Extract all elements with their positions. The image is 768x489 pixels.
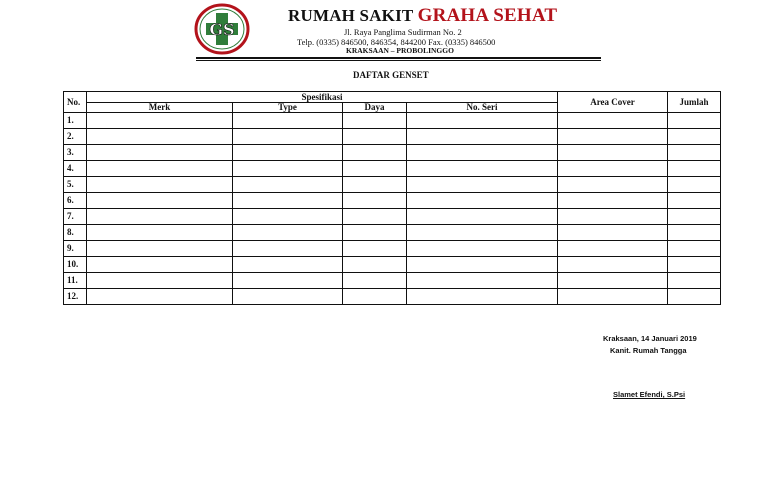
cell-no-seri[interactable] [407,257,558,273]
cell-jumlah[interactable] [668,241,721,257]
cell-merk[interactable] [87,225,233,241]
cell-area-cover[interactable] [558,145,668,161]
table-row [64,257,721,273]
header-area-cover: Area Cover [558,92,668,113]
cell-area-cover[interactable] [558,193,668,209]
cell-area-cover[interactable] [558,289,668,305]
cell-no-seri[interactable] [407,113,558,129]
table-row [64,225,721,241]
row-number: 6. [64,193,87,209]
cell-jumlah[interactable] [668,145,721,161]
row-number: 1. [64,113,87,129]
header-no-seri: No. Seri [407,103,558,113]
cell-jumlah[interactable] [668,225,721,241]
cell-type[interactable] [233,193,343,209]
table-row [64,241,721,257]
header-daya: Daya [343,103,407,113]
cell-type[interactable] [233,113,343,129]
cell-jumlah[interactable] [668,289,721,305]
header-no: No. [64,92,87,113]
row-number: 7. [64,209,87,225]
cell-area-cover[interactable] [558,273,668,289]
cell-type[interactable] [233,145,343,161]
cell-merk[interactable] [87,209,233,225]
cell-daya[interactable] [343,161,407,177]
cell-merk[interactable] [87,257,233,273]
cell-no-seri[interactable] [407,193,558,209]
header-spesifikasi: Spesifikasi [87,92,558,103]
table-row [64,113,721,129]
cell-merk[interactable] [87,177,233,193]
cell-no-seri[interactable] [407,209,558,225]
cell-area-cover[interactable] [558,209,668,225]
logo-letters: GS [209,20,235,39]
cell-jumlah[interactable] [668,193,721,209]
cell-no-seri[interactable] [407,289,558,305]
table-row [64,161,721,177]
cell-no-seri[interactable] [407,145,558,161]
cell-merk[interactable] [87,113,233,129]
cell-type[interactable] [233,161,343,177]
cell-no-seri[interactable] [407,161,558,177]
cell-type[interactable] [233,273,343,289]
cell-merk[interactable] [87,129,233,145]
cell-jumlah[interactable] [668,161,721,177]
cell-type[interactable] [233,129,343,145]
cell-area-cover[interactable] [558,161,668,177]
cell-merk[interactable] [87,241,233,257]
cell-area-cover[interactable] [558,225,668,241]
table-row [64,129,721,145]
signature-name: Slamet Efendi, S.Psi [613,390,686,399]
cell-no-seri[interactable] [407,225,558,241]
hospital-phone: Telp. (0335) 846500, 846354, 844200 Fax. (0335) 846500 [297,37,496,47]
cell-daya[interactable] [343,289,407,305]
table-row [64,289,721,305]
signature-place-date: Kraksaan, 14 Januari 2019 [603,334,697,343]
cell-merk[interactable] [87,289,233,305]
header-type: Type [233,103,343,113]
cell-merk[interactable] [87,273,233,289]
cell-area-cover[interactable] [558,113,668,129]
hospital-address: Jl. Raya Panglima Sudirman No. 2 [344,27,462,37]
cell-daya[interactable] [343,193,407,209]
cell-no-seri[interactable] [407,129,558,145]
hospital-name-highlight: GRAHA SEHAT [417,5,558,26]
cell-merk[interactable] [87,145,233,161]
row-number: 2. [64,129,87,145]
hospital-city: KRAKSAAN – PROBOLINGGO [346,46,454,55]
cell-jumlah[interactable] [668,129,721,145]
cell-merk[interactable] [87,193,233,209]
cell-daya[interactable] [343,241,407,257]
cell-type[interactable] [233,209,343,225]
cell-type[interactable] [233,225,343,241]
table-row [64,209,721,225]
cell-daya[interactable] [343,177,407,193]
header-jumlah: Jumlah [668,92,721,113]
hospital-logo [194,3,250,55]
cell-daya[interactable] [343,257,407,273]
cell-jumlah[interactable] [668,257,721,273]
row-number: 5. [64,177,87,193]
table-row [64,273,721,289]
cell-daya[interactable] [343,273,407,289]
row-number: 11. [64,273,87,289]
document-title: DAFTAR GENSET [353,70,429,80]
cell-type[interactable] [233,177,343,193]
cell-daya[interactable] [343,225,407,241]
hospital-name [288,5,557,27]
cell-type[interactable] [233,257,343,273]
header-merk: Merk [87,103,233,113]
cell-type[interactable] [233,241,343,257]
cell-daya[interactable] [343,145,407,161]
header-rule-thick [196,57,601,59]
row-number: 10. [64,257,87,273]
cell-jumlah[interactable] [668,177,721,193]
row-number: 4. [64,161,87,177]
row-number: 8. [64,225,87,241]
cell-daya[interactable] [343,129,407,145]
cell-jumlah[interactable] [668,273,721,289]
cell-jumlah[interactable] [668,209,721,225]
header-rule-thin [196,60,601,61]
cell-merk[interactable] [87,161,233,177]
cell-area-cover[interactable] [558,129,668,145]
cell-no-seri[interactable] [407,273,558,289]
genset-table [63,91,721,305]
cell-daya[interactable] [343,209,407,225]
table-row [64,193,721,209]
cell-jumlah[interactable] [668,113,721,129]
cell-area-cover[interactable] [558,241,668,257]
cell-area-cover[interactable] [558,257,668,273]
cell-daya[interactable] [343,113,407,129]
row-number: 12. [64,289,87,305]
row-number: 3. [64,145,87,161]
cell-no-seri[interactable] [407,241,558,257]
row-number: 9. [64,241,87,257]
table-row [64,177,721,193]
table-row [64,145,721,161]
hospital-name-prefix: RUMAH SAKIT [288,6,414,25]
cell-area-cover[interactable] [558,177,668,193]
cell-no-seri[interactable] [407,177,558,193]
cell-type[interactable] [233,289,343,305]
signature-role: Kanit. Rumah Tangga [610,346,687,355]
